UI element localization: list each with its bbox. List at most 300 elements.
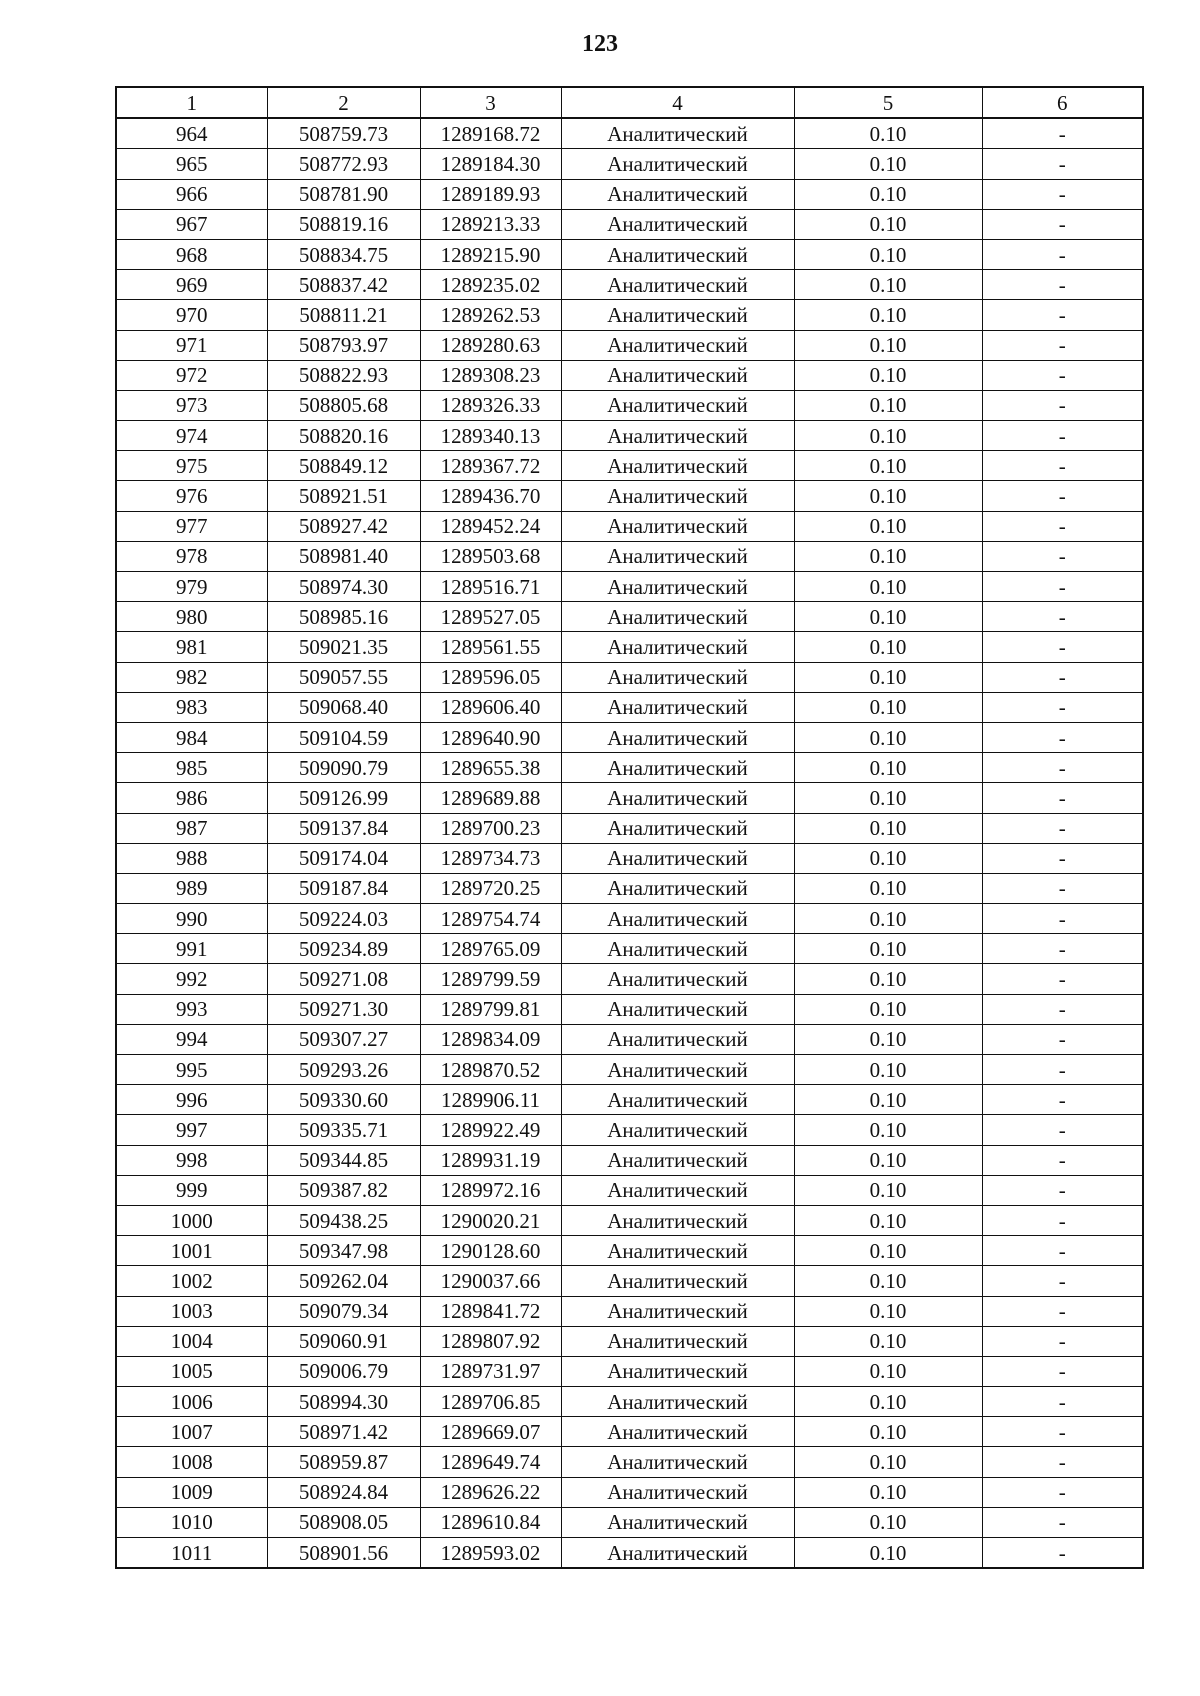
table-row	[116, 1417, 1143, 1447]
point-number-cell: 964	[116, 118, 267, 149]
accuracy-cell: 0.10	[794, 300, 982, 330]
x-coordinate-cell: 508772.93	[267, 149, 420, 179]
x-coordinate-cell: 508901.56	[267, 1538, 420, 1569]
note-cell: -	[982, 1205, 1143, 1235]
y-coordinate-cell: 1289436.70	[420, 481, 561, 511]
x-coordinate-cell: 509057.55	[267, 662, 420, 692]
table-row	[116, 873, 1143, 903]
point-number-cell: 975	[116, 451, 267, 481]
x-coordinate-cell: 509068.40	[267, 692, 420, 722]
point-number-cell: 984	[116, 722, 267, 752]
table-row	[116, 1236, 1143, 1266]
note-cell: -	[982, 179, 1143, 209]
accuracy-cell: 0.10	[794, 1417, 982, 1447]
point-number-cell: 985	[116, 753, 267, 783]
column-header: 3	[420, 87, 561, 118]
note-cell: -	[982, 813, 1143, 843]
method-cell: Аналитический	[561, 783, 794, 813]
accuracy-cell: 0.10	[794, 1326, 982, 1356]
point-number-cell: 973	[116, 390, 267, 420]
accuracy-cell: 0.10	[794, 994, 982, 1024]
y-coordinate-cell: 1289168.72	[420, 118, 561, 149]
table-row	[116, 1507, 1143, 1537]
y-coordinate-cell: 1289184.30	[420, 149, 561, 179]
method-cell: Аналитический	[561, 1326, 794, 1356]
accuracy-cell: 0.10	[794, 873, 982, 903]
note-cell: -	[982, 209, 1143, 239]
note-cell: -	[982, 1356, 1143, 1386]
point-number-cell: 998	[116, 1145, 267, 1175]
y-coordinate-cell: 1289516.71	[420, 572, 561, 602]
y-coordinate-cell: 1289700.23	[420, 813, 561, 843]
point-number-cell: 992	[116, 964, 267, 994]
point-number-cell: 993	[116, 994, 267, 1024]
y-coordinate-cell: 1289280.63	[420, 330, 561, 360]
note-cell: -	[982, 1326, 1143, 1356]
table-row	[116, 300, 1143, 330]
method-cell: Аналитический	[561, 1417, 794, 1447]
accuracy-cell: 0.10	[794, 632, 982, 662]
table-row	[116, 179, 1143, 209]
table-row	[116, 1326, 1143, 1356]
note-cell: -	[982, 511, 1143, 541]
method-cell: Аналитический	[561, 632, 794, 662]
point-number-cell: 1003	[116, 1296, 267, 1326]
y-coordinate-cell: 1289807.92	[420, 1326, 561, 1356]
note-cell: -	[982, 904, 1143, 934]
table-row	[116, 692, 1143, 722]
note-cell: -	[982, 964, 1143, 994]
note-cell: -	[982, 270, 1143, 300]
point-number-cell: 990	[116, 904, 267, 934]
point-number-cell: 1009	[116, 1477, 267, 1507]
method-cell: Аналитический	[561, 149, 794, 179]
method-cell: Аналитический	[561, 511, 794, 541]
table-row	[116, 1175, 1143, 1205]
x-coordinate-cell: 508974.30	[267, 572, 420, 602]
note-cell: -	[982, 602, 1143, 632]
accuracy-cell: 0.10	[794, 964, 982, 994]
point-number-cell: 986	[116, 783, 267, 813]
table-row	[116, 1447, 1143, 1477]
table-row	[116, 421, 1143, 451]
table-row	[116, 541, 1143, 571]
x-coordinate-cell: 508822.93	[267, 360, 420, 390]
x-coordinate-cell: 508819.16	[267, 209, 420, 239]
y-coordinate-cell: 1289922.49	[420, 1115, 561, 1145]
note-cell: -	[982, 1477, 1143, 1507]
note-cell: -	[982, 783, 1143, 813]
note-cell: -	[982, 118, 1143, 149]
accuracy-cell: 0.10	[794, 1024, 982, 1054]
table-row	[116, 602, 1143, 632]
accuracy-cell: 0.10	[794, 360, 982, 390]
method-cell: Аналитический	[561, 451, 794, 481]
method-cell: Аналитический	[561, 360, 794, 390]
x-coordinate-cell: 509126.99	[267, 783, 420, 813]
y-coordinate-cell: 1289870.52	[420, 1055, 561, 1085]
accuracy-cell: 0.10	[794, 572, 982, 602]
accuracy-cell: 0.10	[794, 481, 982, 511]
accuracy-cell: 0.10	[794, 813, 982, 843]
point-number-cell: 981	[116, 632, 267, 662]
note-cell: -	[982, 1085, 1143, 1115]
x-coordinate-cell: 508820.16	[267, 421, 420, 451]
y-coordinate-cell: 1289765.09	[420, 934, 561, 964]
point-number-cell: 988	[116, 843, 267, 873]
note-cell: -	[982, 330, 1143, 360]
table-row	[116, 934, 1143, 964]
note-cell: -	[982, 994, 1143, 1024]
method-cell: Аналитический	[561, 239, 794, 269]
method-cell: Аналитический	[561, 541, 794, 571]
accuracy-cell: 0.10	[794, 662, 982, 692]
point-number-cell: 965	[116, 149, 267, 179]
point-number-cell: 1004	[116, 1326, 267, 1356]
x-coordinate-cell: 509137.84	[267, 813, 420, 843]
x-coordinate-cell: 508985.16	[267, 602, 420, 632]
y-coordinate-cell: 1289610.84	[420, 1507, 561, 1537]
note-cell: -	[982, 1024, 1143, 1054]
y-coordinate-cell: 1289340.13	[420, 421, 561, 451]
table-header-row	[116, 87, 1143, 118]
method-cell: Аналитический	[561, 209, 794, 239]
x-coordinate-cell: 509335.71	[267, 1115, 420, 1145]
table-row	[116, 118, 1143, 149]
method-cell: Аналитический	[561, 421, 794, 451]
accuracy-cell: 0.10	[794, 1175, 982, 1205]
note-cell: -	[982, 541, 1143, 571]
table-row	[116, 1055, 1143, 1085]
table-row	[116, 360, 1143, 390]
table-row	[116, 1024, 1143, 1054]
y-coordinate-cell: 1289626.22	[420, 1477, 561, 1507]
page-number: 123	[582, 31, 618, 57]
accuracy-cell: 0.10	[794, 1236, 982, 1266]
note-cell: -	[982, 421, 1143, 451]
y-coordinate-cell: 1289706.85	[420, 1387, 561, 1417]
accuracy-cell: 0.10	[794, 1266, 982, 1296]
accuracy-cell: 0.10	[794, 209, 982, 239]
x-coordinate-cell: 508908.05	[267, 1507, 420, 1537]
note-cell: -	[982, 360, 1143, 390]
point-number-cell: 1011	[116, 1538, 267, 1569]
method-cell: Аналитический	[561, 904, 794, 934]
method-cell: Аналитический	[561, 270, 794, 300]
point-number-cell: 966	[116, 179, 267, 209]
method-cell: Аналитический	[561, 481, 794, 511]
y-coordinate-cell: 1289367.72	[420, 451, 561, 481]
point-number-cell: 1007	[116, 1417, 267, 1447]
accuracy-cell: 0.10	[794, 934, 982, 964]
note-cell: -	[982, 390, 1143, 420]
column-header: 5	[794, 87, 982, 118]
x-coordinate-cell: 509090.79	[267, 753, 420, 783]
column-header: 1	[116, 87, 267, 118]
y-coordinate-cell: 1290037.66	[420, 1266, 561, 1296]
note-cell: -	[982, 873, 1143, 903]
accuracy-cell: 0.10	[794, 179, 982, 209]
table-body	[116, 118, 1143, 1568]
method-cell: Аналитический	[561, 873, 794, 903]
accuracy-cell: 0.10	[794, 1115, 982, 1145]
method-cell: Аналитический	[561, 1055, 794, 1085]
x-coordinate-cell: 508924.84	[267, 1477, 420, 1507]
table-row	[116, 994, 1143, 1024]
point-number-cell: 970	[116, 300, 267, 330]
column-header: 2	[267, 87, 420, 118]
x-coordinate-cell: 508994.30	[267, 1387, 420, 1417]
method-cell: Аналитический	[561, 1296, 794, 1326]
accuracy-cell: 0.10	[794, 692, 982, 722]
method-cell: Аналитический	[561, 1387, 794, 1417]
x-coordinate-cell: 509079.34	[267, 1296, 420, 1326]
table-row	[116, 753, 1143, 783]
y-coordinate-cell: 1289606.40	[420, 692, 561, 722]
point-number-cell: 979	[116, 572, 267, 602]
method-cell: Аналитический	[561, 1447, 794, 1477]
y-coordinate-cell: 1289734.73	[420, 843, 561, 873]
x-coordinate-cell: 509234.89	[267, 934, 420, 964]
note-cell: -	[982, 722, 1143, 752]
point-number-cell: 982	[116, 662, 267, 692]
table-row	[116, 209, 1143, 239]
point-number-cell: 976	[116, 481, 267, 511]
y-coordinate-cell: 1290128.60	[420, 1236, 561, 1266]
accuracy-cell: 0.10	[794, 390, 982, 420]
note-cell: -	[982, 692, 1143, 722]
table-row	[116, 239, 1143, 269]
accuracy-cell: 0.10	[794, 1447, 982, 1477]
table-row	[116, 1538, 1143, 1569]
table-row	[116, 270, 1143, 300]
y-coordinate-cell: 1289527.05	[420, 602, 561, 632]
point-number-cell: 978	[116, 541, 267, 571]
y-coordinate-cell: 1289189.93	[420, 179, 561, 209]
note-cell: -	[982, 1055, 1143, 1085]
note-cell: -	[982, 934, 1143, 964]
point-number-cell: 1005	[116, 1356, 267, 1386]
accuracy-cell: 0.10	[794, 421, 982, 451]
point-number-cell: 996	[116, 1085, 267, 1115]
method-cell: Аналитический	[561, 1145, 794, 1175]
point-number-cell: 997	[116, 1115, 267, 1145]
point-number-cell: 1000	[116, 1205, 267, 1235]
note-cell: -	[982, 1115, 1143, 1145]
table-row	[116, 843, 1143, 873]
note-cell: -	[982, 239, 1143, 269]
accuracy-cell: 0.10	[794, 1085, 982, 1115]
y-coordinate-cell: 1289799.81	[420, 994, 561, 1024]
y-coordinate-cell: 1289669.07	[420, 1417, 561, 1447]
x-coordinate-cell: 508837.42	[267, 270, 420, 300]
point-number-cell: 972	[116, 360, 267, 390]
x-coordinate-cell: 508849.12	[267, 451, 420, 481]
method-cell: Аналитический	[561, 1115, 794, 1145]
x-coordinate-cell: 508781.90	[267, 179, 420, 209]
note-cell: -	[982, 1296, 1143, 1326]
accuracy-cell: 0.10	[794, 1145, 982, 1175]
column-header: 4	[561, 87, 794, 118]
accuracy-cell: 0.10	[794, 1296, 982, 1326]
accuracy-cell: 0.10	[794, 753, 982, 783]
accuracy-cell: 0.10	[794, 149, 982, 179]
method-cell: Аналитический	[561, 753, 794, 783]
note-cell: -	[982, 1417, 1143, 1447]
accuracy-cell: 0.10	[794, 511, 982, 541]
y-coordinate-cell: 1289326.33	[420, 390, 561, 420]
accuracy-cell: 0.10	[794, 722, 982, 752]
accuracy-cell: 0.10	[794, 1538, 982, 1569]
method-cell: Аналитический	[561, 390, 794, 420]
note-cell: -	[982, 300, 1143, 330]
x-coordinate-cell: 508959.87	[267, 1447, 420, 1477]
point-number-cell: 1010	[116, 1507, 267, 1537]
accuracy-cell: 0.10	[794, 1477, 982, 1507]
point-number-cell: 995	[116, 1055, 267, 1085]
point-number-cell: 1008	[116, 1447, 267, 1477]
point-number-cell: 987	[116, 813, 267, 843]
note-cell: -	[982, 1175, 1143, 1205]
note-cell: -	[982, 662, 1143, 692]
accuracy-cell: 0.10	[794, 783, 982, 813]
accuracy-cell: 0.10	[794, 118, 982, 149]
y-coordinate-cell: 1289906.11	[420, 1085, 561, 1115]
method-cell: Аналитический	[561, 1266, 794, 1296]
point-number-cell: 971	[116, 330, 267, 360]
x-coordinate-cell: 509271.30	[267, 994, 420, 1024]
point-number-cell: 1002	[116, 1266, 267, 1296]
x-coordinate-cell: 508981.40	[267, 541, 420, 571]
method-cell: Аналитический	[561, 662, 794, 692]
note-cell: -	[982, 843, 1143, 873]
note-cell: -	[982, 481, 1143, 511]
y-coordinate-cell: 1289731.97	[420, 1356, 561, 1386]
method-cell: Аналитический	[561, 843, 794, 873]
table-row	[116, 481, 1143, 511]
table-row	[116, 1477, 1143, 1507]
y-coordinate-cell: 1289596.05	[420, 662, 561, 692]
x-coordinate-cell: 508811.21	[267, 300, 420, 330]
note-cell: -	[982, 1145, 1143, 1175]
method-cell: Аналитический	[561, 1477, 794, 1507]
point-number-cell: 983	[116, 692, 267, 722]
y-coordinate-cell: 1289262.53	[420, 300, 561, 330]
x-coordinate-cell: 509347.98	[267, 1236, 420, 1266]
table-row	[116, 390, 1143, 420]
table-row	[116, 149, 1143, 179]
y-coordinate-cell: 1289834.09	[420, 1024, 561, 1054]
method-cell: Аналитический	[561, 934, 794, 964]
x-coordinate-cell: 508927.42	[267, 511, 420, 541]
method-cell: Аналитический	[561, 1236, 794, 1266]
method-cell: Аналитический	[561, 1507, 794, 1537]
table-row	[116, 451, 1143, 481]
method-cell: Аналитический	[561, 692, 794, 722]
y-coordinate-cell: 1289689.88	[420, 783, 561, 813]
method-cell: Аналитический	[561, 1538, 794, 1569]
accuracy-cell: 0.10	[794, 843, 982, 873]
point-number-cell: 1006	[116, 1387, 267, 1417]
table-row	[116, 1085, 1143, 1115]
note-cell: -	[982, 1447, 1143, 1477]
y-coordinate-cell: 1289649.74	[420, 1447, 561, 1477]
table-header	[116, 87, 1143, 118]
accuracy-cell: 0.10	[794, 541, 982, 571]
method-cell: Аналитический	[561, 300, 794, 330]
note-cell: -	[982, 1266, 1143, 1296]
y-coordinate-cell: 1289754.74	[420, 904, 561, 934]
column-header: 6	[982, 87, 1143, 118]
method-cell: Аналитический	[561, 118, 794, 149]
table-row	[116, 632, 1143, 662]
accuracy-cell: 0.10	[794, 1205, 982, 1235]
method-cell: Аналитический	[561, 1085, 794, 1115]
table-row	[116, 722, 1143, 752]
table-row	[116, 1296, 1143, 1326]
table-row	[116, 783, 1143, 813]
y-coordinate-cell: 1289593.02	[420, 1538, 561, 1569]
x-coordinate-cell: 509262.04	[267, 1266, 420, 1296]
note-cell: -	[982, 1387, 1143, 1417]
x-coordinate-cell: 509006.79	[267, 1356, 420, 1386]
x-coordinate-cell: 509387.82	[267, 1175, 420, 1205]
note-cell: -	[982, 753, 1143, 783]
point-number-cell: 974	[116, 421, 267, 451]
x-coordinate-cell: 509307.27	[267, 1024, 420, 1054]
table-row	[116, 1145, 1143, 1175]
x-coordinate-cell: 509104.59	[267, 722, 420, 752]
note-cell: -	[982, 1236, 1143, 1266]
method-cell: Аналитический	[561, 602, 794, 632]
y-coordinate-cell: 1289213.33	[420, 209, 561, 239]
accuracy-cell: 0.10	[794, 1387, 982, 1417]
x-coordinate-cell: 508793.97	[267, 330, 420, 360]
table-row	[116, 662, 1143, 692]
x-coordinate-cell: 508759.73	[267, 118, 420, 149]
x-coordinate-cell: 509344.85	[267, 1145, 420, 1175]
method-cell: Аналитический	[561, 964, 794, 994]
accuracy-cell: 0.10	[794, 270, 982, 300]
table-row	[116, 572, 1143, 602]
point-number-cell: 991	[116, 934, 267, 964]
point-number-cell: 977	[116, 511, 267, 541]
x-coordinate-cell: 508805.68	[267, 390, 420, 420]
point-number-cell: 989	[116, 873, 267, 903]
method-cell: Аналитический	[561, 813, 794, 843]
method-cell: Аналитический	[561, 1205, 794, 1235]
point-number-cell: 967	[116, 209, 267, 239]
y-coordinate-cell: 1289561.55	[420, 632, 561, 662]
x-coordinate-cell: 509021.35	[267, 632, 420, 662]
method-cell: Аналитический	[561, 330, 794, 360]
y-coordinate-cell: 1289308.23	[420, 360, 561, 390]
y-coordinate-cell: 1289720.25	[420, 873, 561, 903]
note-cell: -	[982, 451, 1143, 481]
table-row	[116, 1387, 1143, 1417]
y-coordinate-cell: 1289452.24	[420, 511, 561, 541]
note-cell: -	[982, 1507, 1143, 1537]
note-cell: -	[982, 1538, 1143, 1569]
x-coordinate-cell: 509224.03	[267, 904, 420, 934]
accuracy-cell: 0.10	[794, 1055, 982, 1085]
x-coordinate-cell: 509330.60	[267, 1085, 420, 1115]
x-coordinate-cell: 508921.51	[267, 481, 420, 511]
method-cell: Аналитический	[561, 1356, 794, 1386]
table-row	[116, 1266, 1143, 1296]
note-cell: -	[982, 149, 1143, 179]
method-cell: Аналитический	[561, 1175, 794, 1205]
